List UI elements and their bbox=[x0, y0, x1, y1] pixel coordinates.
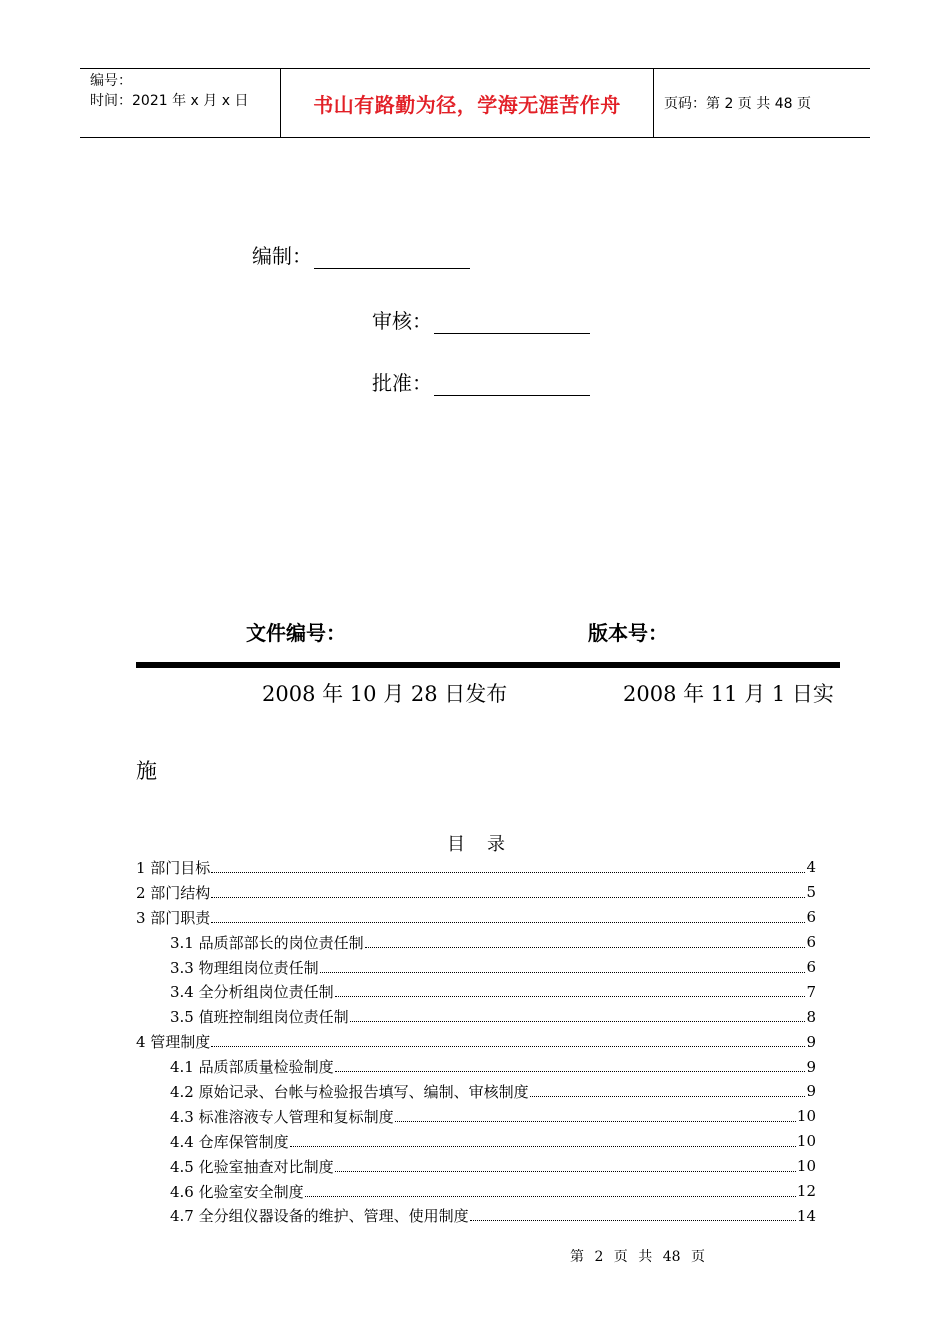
toc-leader-dots bbox=[320, 972, 806, 973]
toc-leader-dots bbox=[211, 897, 805, 898]
toc-leader-dots bbox=[305, 1196, 796, 1197]
compile-label: 编制： bbox=[252, 244, 312, 268]
toc-item[interactable] bbox=[136, 1054, 816, 1079]
toc-item-page: 10 bbox=[796, 1157, 816, 1176]
compile-line bbox=[314, 246, 470, 269]
toc-item-label: 2 部门结构 bbox=[136, 883, 211, 902]
toc-item-label: 4.6 化验室安全制度 bbox=[170, 1182, 304, 1201]
code-label: 编号： bbox=[90, 73, 132, 89]
toc-item[interactable] bbox=[136, 880, 816, 905]
header-left-cell bbox=[80, 69, 281, 137]
toc-item-page: 12 bbox=[796, 1182, 816, 1201]
toc-item[interactable] bbox=[136, 1004, 816, 1029]
toc-item-page: 4 bbox=[806, 858, 816, 877]
approve-line bbox=[434, 373, 590, 396]
toc-item-page: 9 bbox=[806, 1082, 816, 1101]
review-label: 审核： bbox=[372, 309, 432, 333]
header-page-cell bbox=[654, 69, 870, 137]
toc-item-label: 3.5 值班控制组岗位责任制 bbox=[170, 1008, 349, 1027]
toc-item-label: 4 管理制度 bbox=[136, 1033, 211, 1052]
time-label: 时间：2021 年 x 月 x 日 bbox=[90, 93, 249, 109]
toc-item-page: 6 bbox=[806, 908, 816, 927]
motto: 书山有路勤为径，学海无涯苦作舟 bbox=[313, 92, 621, 117]
toc-item-page: 7 bbox=[806, 982, 816, 1001]
toc-item[interactable] bbox=[136, 1104, 816, 1129]
toc-item[interactable] bbox=[136, 1203, 816, 1228]
toc-item-page: 6 bbox=[806, 933, 816, 952]
toc-leader-dots bbox=[470, 1220, 796, 1221]
version-label: 版本号： bbox=[588, 621, 668, 645]
toc-item-page: 9 bbox=[806, 1032, 816, 1051]
table-of-contents bbox=[136, 855, 816, 1228]
toc-item[interactable] bbox=[136, 1079, 816, 1104]
toc-item-page: 5 bbox=[806, 883, 816, 902]
approve-field bbox=[372, 367, 590, 396]
footer-page-number: 第 2 页 共 48 页 bbox=[570, 1249, 705, 1265]
implement-date: 2008 年 11 月 1 日实 bbox=[623, 682, 834, 706]
header-motto-cell bbox=[281, 69, 654, 137]
toc-item-label: 4.1 品质部质量检验制度 bbox=[170, 1058, 334, 1077]
toc-leader-dots bbox=[350, 1021, 806, 1022]
toc-leader-dots bbox=[290, 1146, 796, 1147]
toc-item-label: 3.1 品质部部长的岗位责任制 bbox=[170, 933, 364, 952]
toc-item-label: 3 部门职责 bbox=[136, 908, 211, 927]
toc-item[interactable] bbox=[136, 1029, 816, 1054]
toc-leader-dots bbox=[395, 1121, 796, 1122]
toc-leader-dots bbox=[335, 996, 806, 997]
toc-item-page: 14 bbox=[796, 1206, 816, 1225]
thick-divider bbox=[136, 662, 840, 668]
toc-leader-dots bbox=[211, 922, 805, 923]
toc-leader-dots bbox=[530, 1096, 806, 1097]
toc-item[interactable] bbox=[136, 855, 816, 880]
toc-leader-dots bbox=[335, 1071, 806, 1072]
toc-item-page: 10 bbox=[796, 1107, 816, 1126]
toc-item[interactable] bbox=[136, 1154, 816, 1179]
toc-item-label: 4.5 化验室抽查对比制度 bbox=[170, 1157, 334, 1176]
review-field bbox=[372, 305, 590, 334]
toc-item-label: 4.7 全分组仪器设备的维护、管理、使用制度 bbox=[170, 1207, 469, 1226]
toc-item-label: 3.3 物理组岗位责任制 bbox=[170, 958, 319, 977]
toc-item[interactable] bbox=[136, 1129, 816, 1154]
toc-item-page: 8 bbox=[806, 1007, 816, 1026]
toc-item-page: 9 bbox=[806, 1057, 816, 1076]
implement-date-wrap: 施 bbox=[136, 759, 157, 783]
header-table bbox=[80, 68, 870, 138]
toc-item-page: 6 bbox=[806, 958, 816, 976]
toc-title: 目录 bbox=[447, 834, 527, 855]
toc-item[interactable] bbox=[136, 979, 816, 1004]
toc-item-label: 4.2 原始记录、台帐与检验报告填写、编制、审核制度 bbox=[170, 1082, 529, 1101]
toc-leader-dots bbox=[211, 1046, 805, 1047]
toc-item[interactable] bbox=[136, 1179, 816, 1204]
toc-item-label: 4.4 仓库保管制度 bbox=[170, 1132, 289, 1151]
publish-date: 2008 年 10 月 28 日发布 bbox=[262, 682, 508, 706]
toc-leader-dots bbox=[365, 947, 806, 948]
toc-item-label: 4.3 标准溶液专人管理和复标制度 bbox=[170, 1107, 394, 1126]
compile-field bbox=[252, 240, 470, 269]
review-line bbox=[434, 311, 590, 334]
toc-item-label: 1 部门目标 bbox=[136, 858, 211, 877]
toc-item-page: 10 bbox=[796, 1132, 816, 1151]
toc-item-label: 3.4 全分析组岗位责任制 bbox=[170, 983, 334, 1002]
toc-leader-dots bbox=[211, 872, 805, 873]
toc-leader-dots bbox=[335, 1171, 796, 1172]
header-page-label: 页码：第 2 页 共 48 页 bbox=[664, 96, 811, 112]
toc-item[interactable] bbox=[136, 955, 816, 980]
toc-item[interactable] bbox=[136, 905, 816, 930]
toc-item[interactable] bbox=[136, 930, 816, 955]
file-number-label: 文件编号： bbox=[246, 621, 346, 645]
approve-label: 批准： bbox=[372, 371, 432, 395]
